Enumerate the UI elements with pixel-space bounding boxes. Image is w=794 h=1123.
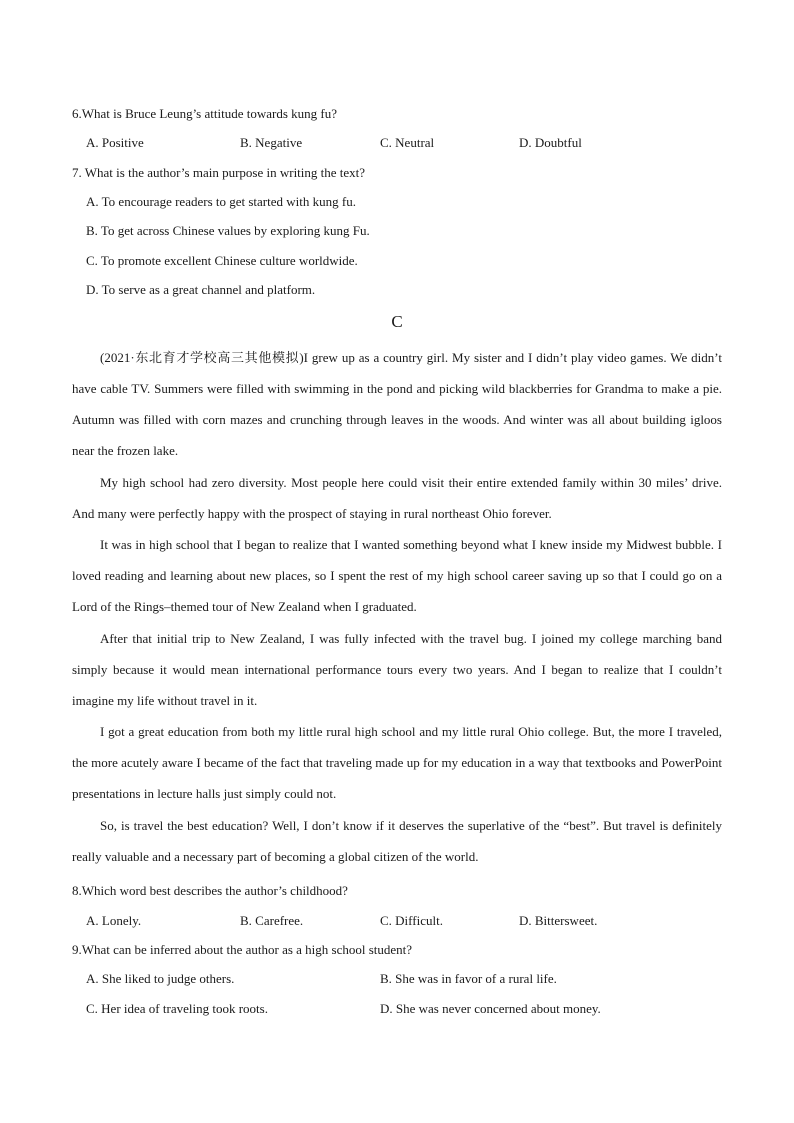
question-7-option-b: B. To get across Chinese values by exploring kung Fu.	[86, 223, 370, 238]
question-9-option-c: C. Her idea of traveling took roots.	[86, 1001, 268, 1016]
passage-paragraph-1	[72, 342, 722, 466]
question-8-stem: 8.Which word best describes the author’s childhood?	[72, 883, 348, 898]
section-heading: C	[391, 312, 403, 331]
passage-paragraph-4: After that initial trip to New Zealand, I was fully infected with the travel bug. I joined my college marching band simply because it would mean international performance tours every two years. And I began to realize that I couldn’t imagine my life without travel in it.	[72, 631, 722, 708]
question-7-stem: 7. What is the author’s main purpose in writing the text?	[72, 165, 366, 180]
question-6-stem: 6.What is Bruce Leung’s attitude towards kung fu?	[72, 106, 337, 121]
question-9-stem: 9.What can be inferred about the author as a high school student?	[72, 942, 413, 957]
question-6-option-b: B. Negative	[240, 135, 303, 150]
question-7-option-c: C. To promote excellent Chinese culture worldwide.	[86, 253, 358, 268]
question-8-option-b: B. Carefree.	[240, 913, 304, 928]
passage-paragraph-5: I got a great education from both my little rural high school and my little rural Ohio college. But, the more I traveled, the more acutely aware I became of the fact that traveling made up for my education in a way that textbooks and PowerPoint presentations in lecture halls just simply could not.	[72, 724, 722, 801]
question-6-option-d: D. Doubtful	[519, 135, 582, 150]
passage-paragraph-6: So, is travel the best education? Well, I don’t know if it deserves the superlative of the “best”. But travel is definitely really valuable and a necessary part of becoming a global citizen of the world.	[72, 818, 722, 864]
question-7-option-a: A. To encourage readers to get started with kung fu.	[86, 194, 356, 209]
passage-paragraph-2: My high school had zero diversity. Most people here could visit their entire extended family within 30 miles’ drive. And many were perfectly happy with the prospect of staying in rural northeast Ohio forever.	[72, 475, 722, 521]
question-9-option-a: A. She liked to judge others.	[86, 971, 235, 986]
question-6-option-a: A. Positive	[86, 135, 144, 150]
question-8-option-d: D. Bittersweet.	[519, 913, 598, 928]
passage-paragraph-3: It was in high school that I began to realize that I wanted something beyond what I knew inside my Midwest bubble. I loved reading and learning about new places, so I spent the rest of my high school career saving up so that I could go on a Lord of the Rings–themed tour of New Zealand when I graduated.	[72, 537, 722, 614]
question-6-option-c: C. Neutral	[380, 135, 435, 150]
question-9-option-b: B. She was in favor of a rural life.	[380, 971, 557, 986]
question-8-option-c: C. Difficult.	[380, 913, 443, 928]
question-8-option-a: A. Lonely.	[86, 913, 142, 928]
paragraph-1-text: I grew up as a country girl. My sister and I didn’t play video games. We didn’t have cable TV. Summers were filled with swimming in the pond and picking wild blackberries for Grandma to make a pie. Autumn was filled with corn mazes and crunching through leaves in the woods. And winter was all about building igloos near the frozen lake.	[72, 350, 722, 458]
question-9-option-d: D. She was never concerned about money.	[380, 1001, 601, 1016]
passage-source: (2021·东北育才学校高三其他模拟)	[100, 350, 304, 365]
question-7-option-d: D. To serve as a great channel and platform.	[86, 282, 316, 297]
